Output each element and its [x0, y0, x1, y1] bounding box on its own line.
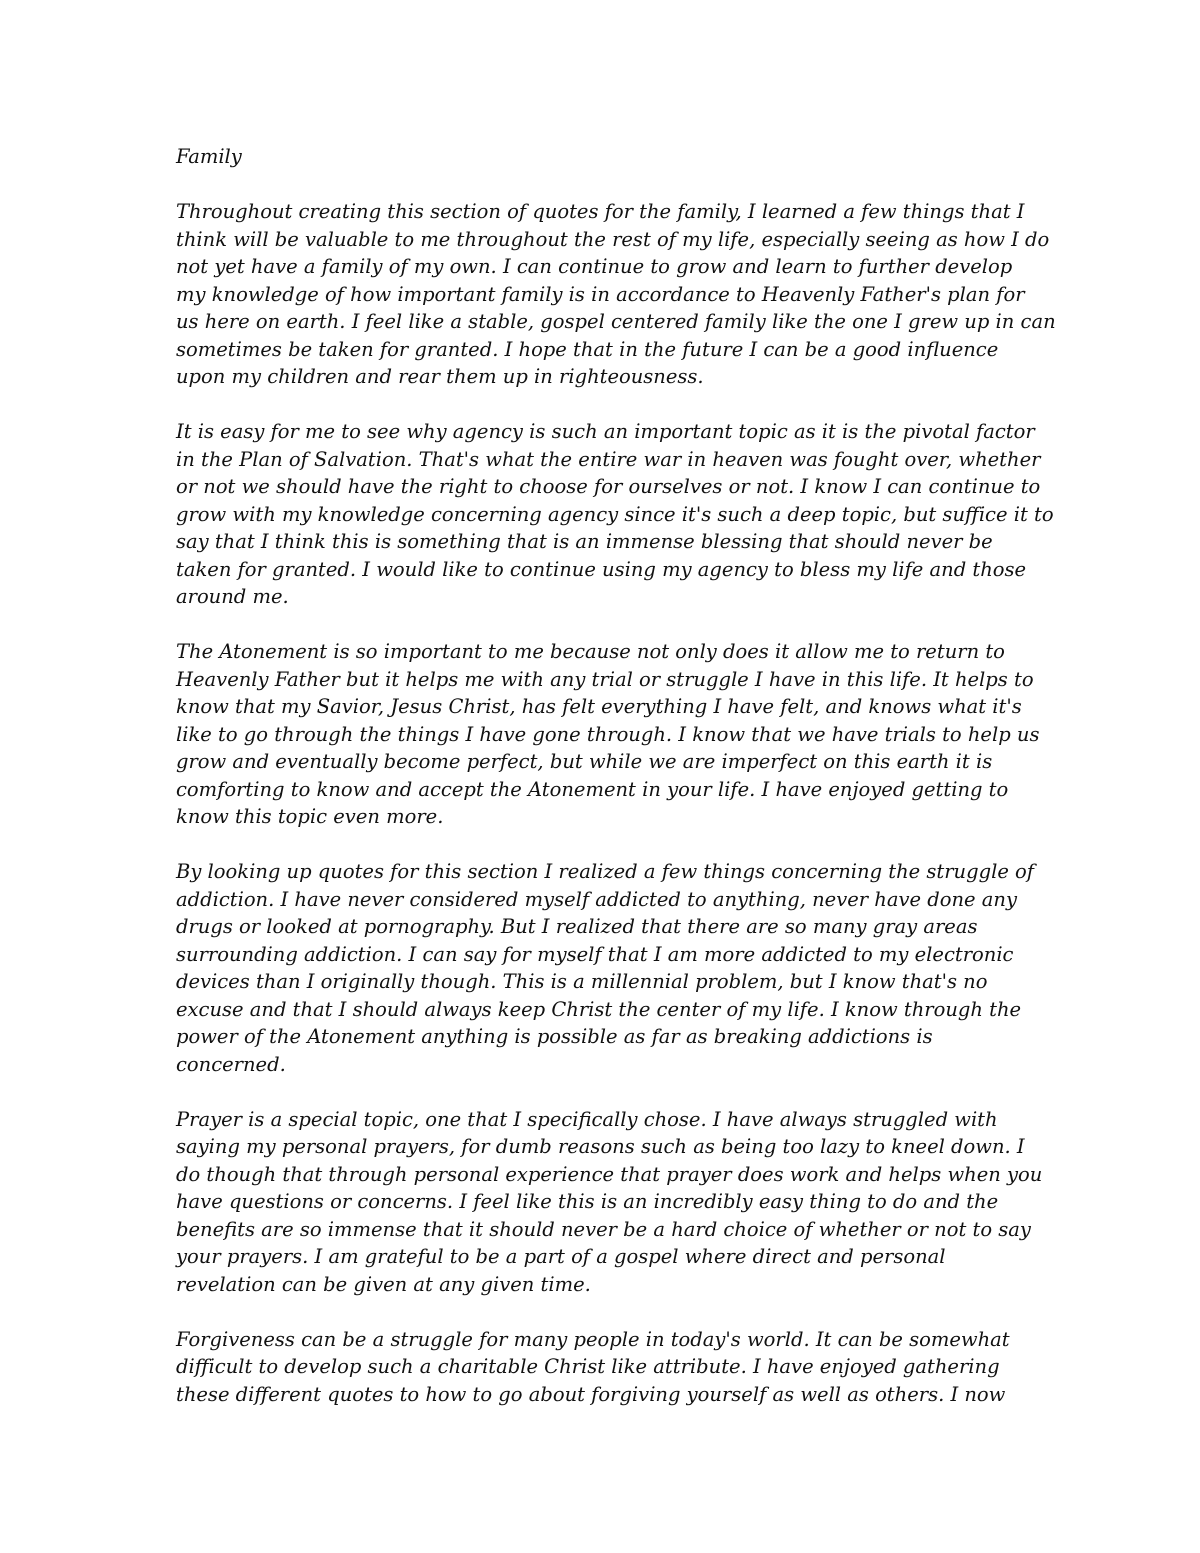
text-line: around me. — [176, 585, 289, 608]
text-line: know this topic even more. — [176, 805, 444, 828]
paragraph-atonement — [176, 638, 1040, 831]
text-line: concerned. — [176, 1052, 286, 1076]
paragraph-prayer — [176, 1106, 1043, 1299]
document-title: Family — [176, 145, 242, 168]
text-line: my knowledge of how important family is in accordance to Heavenly Father's plan for — [176, 282, 1025, 306]
text-line: devices than I originally though. This is a millennial problem, but I know that's no — [176, 970, 988, 993]
text-line: power of the Atonement anything is possible as far as breaking addictions is — [176, 1025, 933, 1048]
text-line: or not we should have the right to choose for ourselves or not. I know I can continue to — [176, 475, 1041, 498]
paragraph-family — [176, 198, 1056, 391]
text-line: us here on earth. I feel like a stable, gospel centered family like the one I grew up in can — [176, 310, 1056, 333]
text-line: think will be valuable to me throughout the rest of my life, especially seeing as how I do — [176, 227, 1050, 251]
text-line: By looking up quotes for this section I realized a few things concerning the struggle of — [176, 860, 1035, 883]
text-line: these different quotes to how to go about forgiving yourself as well as others. I now — [176, 1382, 1006, 1406]
text-line: grow with my knowledge concerning agency since it's such a deep topic, but suffice it to — [176, 502, 1054, 526]
text-line: The Atonement is so important to me because not only does it allow me to return to — [176, 640, 1005, 663]
text-line: Throughout creating this section of quotes for the family, I learned a few things that I — [176, 200, 1025, 223]
text-line: taken for granted. I would like to continue using my agency to bless my life and those — [176, 557, 1027, 581]
text-line: It is easy for me to see why agency is such an important topic as it is the pivotal factor — [176, 420, 1035, 443]
text-line: difficult to develop such a charitable Christ like attribute. I have enjoyed gathering — [176, 1355, 1000, 1378]
text-line: excuse and that I should always keep Christ the center of my life. I know through the — [176, 997, 1022, 1021]
paragraph-forgiveness — [176, 1326, 1026, 1409]
text-line: addiction. I have never considered myself addicted to anything, never have done any — [176, 887, 1017, 911]
text-line: benefits are so immense that it should never be a hard choice of whether or not to say — [176, 1217, 1031, 1241]
text-line: say that I think this is something that is an immense blessing that should never be — [176, 530, 993, 553]
text-line: upon my children and rear them up in righteousness. — [176, 365, 704, 388]
text-line: drugs or looked at pornography. But I realized that there are so many gray areas — [176, 915, 978, 938]
text-line: have questions or concerns. I feel like this is an incredibly easy thing to do and the — [176, 1190, 999, 1213]
text-line: Forgiveness can be a struggle for many people in today's world. It can be somewhat — [176, 1327, 1010, 1351]
text-line: saying my personal prayers, for dumb reasons such as being too lazy to kneel down. I — [176, 1135, 1025, 1158]
text-line: revelation can be given at any given time. — [176, 1272, 591, 1296]
text-line: Prayer is a special topic, one that I specifically chose. I have always struggled with — [176, 1107, 998, 1131]
text-line: in the Plan of Salvation. That's what the entire war in heaven was fought over, whether — [176, 447, 1041, 471]
paragraph-agency — [176, 418, 1054, 611]
text-line: surrounding addiction. I can say for myself that I am more addicted to my electronic — [176, 942, 1014, 966]
text-line: Heavenly Father but it helps me with any trial or struggle I have in this life. It helps to — [176, 667, 1034, 691]
text-line: know that my Savior, Jesus Christ, has felt everything I have felt, and knows what it's — [176, 695, 1022, 718]
paragraph-addiction — [176, 858, 1035, 1078]
document-body — [176, 143, 1056, 1436]
text-line: your prayers. I am grateful to be a part of a gospel where direct and personal — [176, 1245, 946, 1268]
text-line: not yet have a family of my own. I can continue to grow and learn to further develop — [176, 255, 1013, 278]
text-line: do though that through personal experience that prayer does work and helps when you — [176, 1162, 1043, 1186]
text-line: comforting to know and accept the Atonement in your life. I have enjoyed getting to — [176, 777, 1009, 801]
text-line: grow and eventually become perfect, but while we are imperfect on this earth it is — [176, 750, 993, 773]
text-line: like to go through the things I have gone through. I know that we have trials to help us — [176, 722, 1040, 746]
text-line: sometimes be taken for granted. I hope that in the future I can be a good influence — [176, 337, 999, 361]
